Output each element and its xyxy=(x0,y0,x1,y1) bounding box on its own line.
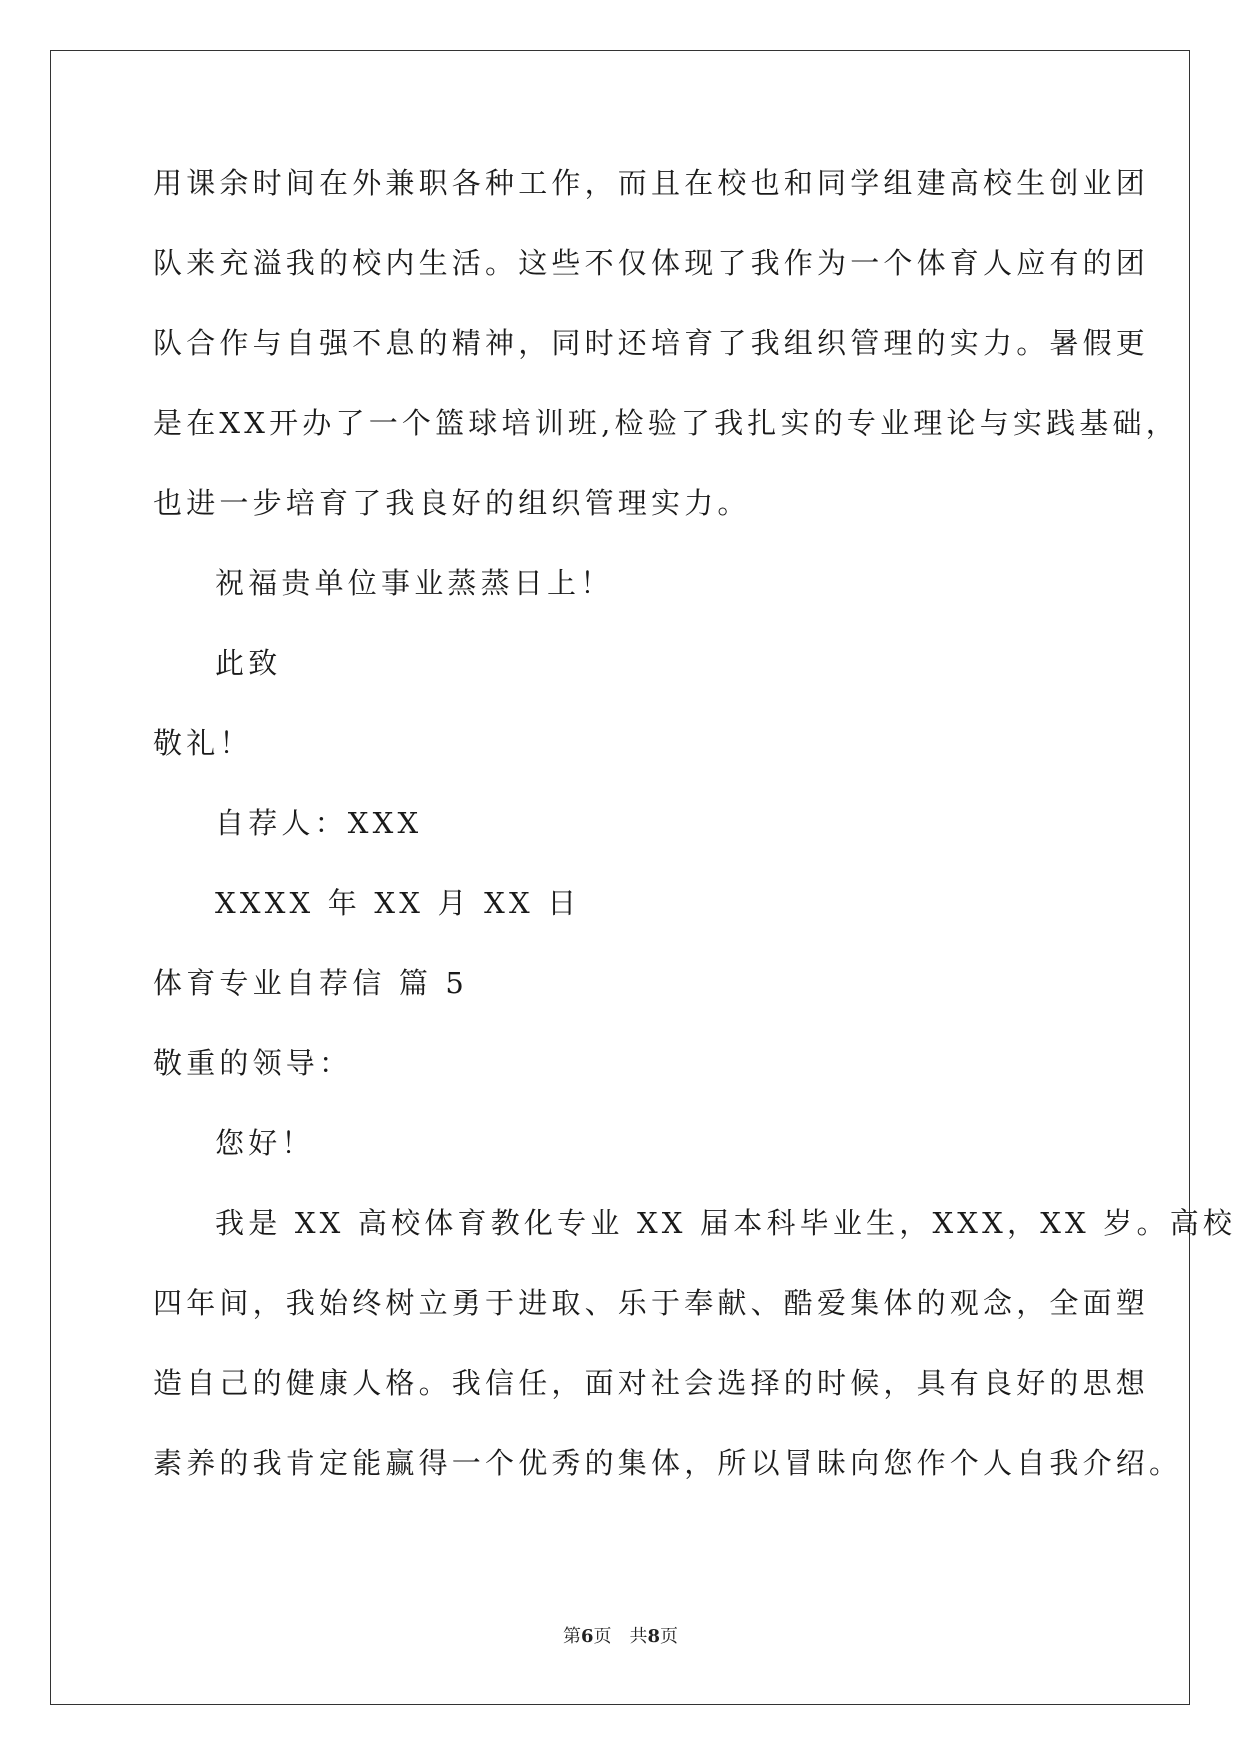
total-page-number: 8 xyxy=(647,1626,661,1647)
page-footer xyxy=(0,1622,1241,1648)
text-line: 是在XX开办了一个篮球培训班,检验了我扎实的专业理论与实践基础， xyxy=(153,406,1179,440)
text-line: 素养的我肯定能赢得一个优秀的集体，所以冒昧向您作个人自我介绍。 xyxy=(153,1446,1183,1480)
text-line: 用课余时间在外兼职各种工作，而且在校也和同学组建高校生创业团 xyxy=(153,166,1150,200)
text-line: 我是 XX 高校体育教化专业 XX 届本科毕业生，XXX，XX 岁。高校 xyxy=(215,1206,1237,1240)
total-prefix: 共 xyxy=(629,1626,648,1647)
page-prefix: 第 xyxy=(562,1626,581,1647)
greeting-hello: 您好！ xyxy=(215,1126,315,1160)
letter-body xyxy=(153,160,1237,1520)
date-line: XXXX 年 XX 月 XX 日 xyxy=(215,886,581,920)
text-line: 四年间，我始终树立勇于进取、乐于奉献、酷爱集体的观念，全面塑 xyxy=(153,1286,1150,1320)
text-line: 队合作与自强不息的精神，同时还培育了我组织管理的实力。暑假更 xyxy=(153,326,1150,360)
text-line: 造自己的健康人格。我信任，面对社会选择的时候，具有良好的思想 xyxy=(153,1366,1150,1400)
greeting: 敬重的领导： xyxy=(153,1046,353,1080)
section-heading: 体育专业自荐信 篇 5 xyxy=(153,966,469,1000)
salutation-regards: 敬礼！ xyxy=(153,726,253,760)
page-suffix: 页 xyxy=(593,1626,612,1647)
closing-wish: 祝福贵单位事业蒸蒸日上！ xyxy=(215,566,614,600)
salutation-closing: 此致 xyxy=(215,646,282,680)
signature-line: 自荐人：XXX xyxy=(215,806,423,840)
text-line: 也进一步培育了我良好的组织管理实力。 xyxy=(153,486,751,520)
total-suffix: 页 xyxy=(660,1626,679,1647)
current-page-number: 6 xyxy=(580,1626,594,1647)
text-line: 队来充溢我的校内生活。这些不仅体现了我作为一个体育人应有的团 xyxy=(153,246,1150,280)
